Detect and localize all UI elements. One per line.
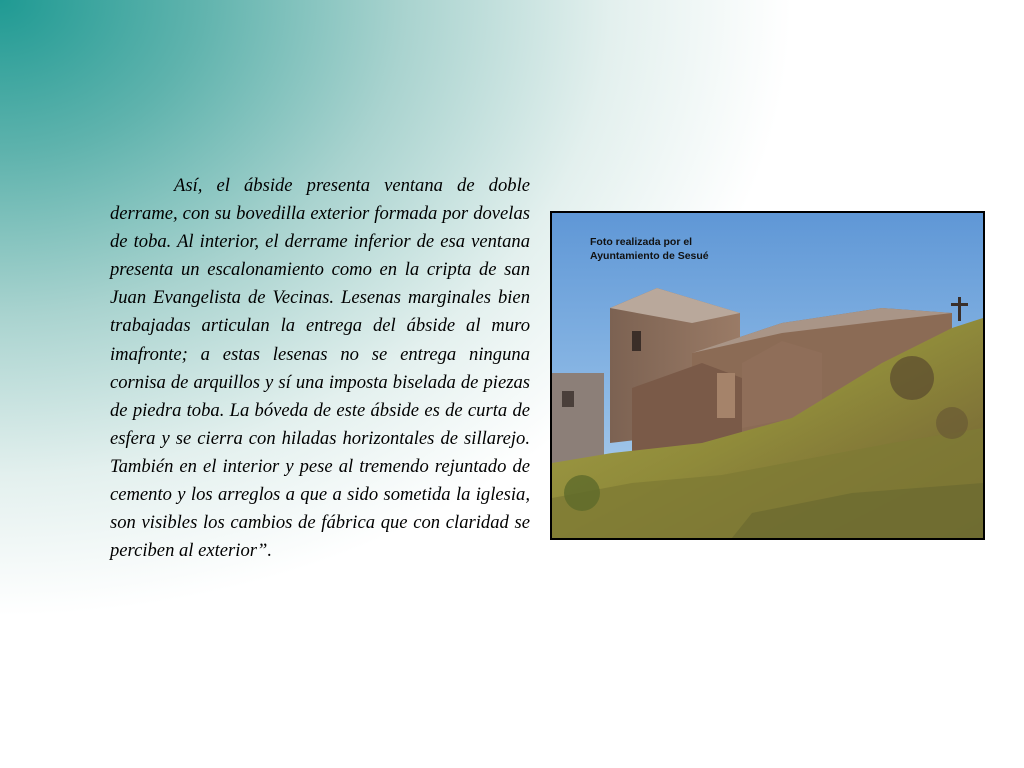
- photo-caption: [590, 235, 709, 263]
- church-photo: [550, 211, 985, 540]
- photo-caption-line1: Foto realizada por el: [590, 236, 693, 248]
- body-paragraph: Así, el ábside presenta ventana de doble derrame, con su bovedilla exterior formada por dovelas de toba. Al interior, el derrame inferior de esa ventana presenta un escalonamiento como en la cripta de san Juan Evangelista de Vecinas. Lesenas marginales bien trabajadas articulan la entrega del ábside al muro imafronte; a estas lesenas no se entrega ninguna cornisa de arquillos y sí una imposta biselada de piezas de piedra toba. La bóveda de este ábside es de curta de esfera y se cierra con hiladas horizontales de sillarejo. También en el interior y pese al tremendo rejuntado de cemento y los arreglos a que a sido sometida la iglesia, son visibles los cambios de fábrica que con claridad se perciben al exterior”.: [110, 175, 530, 562]
- photo-caption-line2: Ayuntamiento de Sesué: [590, 250, 709, 262]
